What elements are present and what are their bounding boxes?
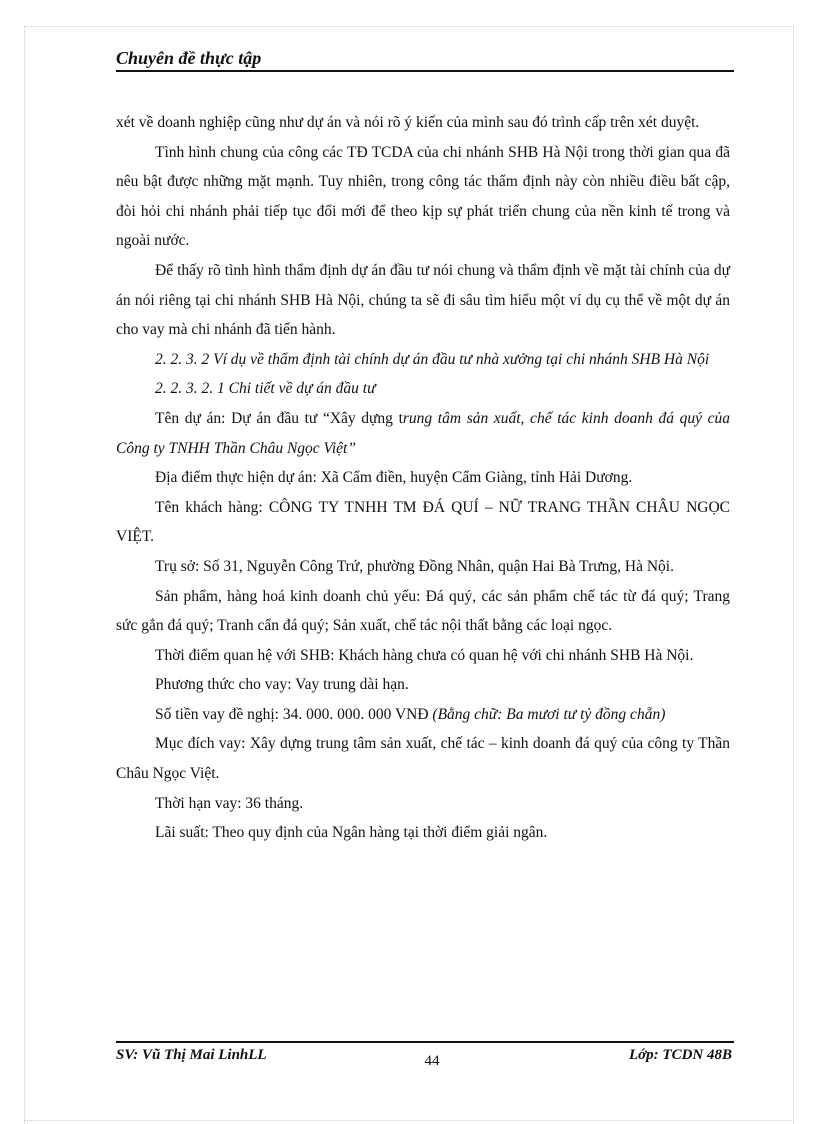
header-title: Chuyên đề thực tập (116, 48, 262, 68)
page-number: 44 (424, 1053, 440, 1069)
loan-amount-label: Số tiền vay đề nghị: 34. 000. 000. 000 VNĐ (155, 705, 433, 723)
paragraph: Địa điểm thực hiện dự án: Xã Cẩm điền, huyện Cẩm Giàng, tỉnh Hải Dương. (155, 469, 633, 487)
footer-class: Lớp: TCDN 48B (628, 1047, 732, 1063)
paragraph: Sản phẩm, hàng hoá kinh doanh chủ yếu: Đá quý, các sản phẩm chế tác từ đá quý; Trang sức gắn đá quý; Tranh cẩn đá quý; Sản xuất, chế tác nội thất bằng các loại ngọc. (116, 587, 730, 635)
loan-amount-words: (Bằng chữ: Ba mươi tư tỷ đồng chẵn) (432, 705, 666, 723)
paragraph: Tình hình chung của công các TĐ TCDA của chi nhánh SHB Hà Nội trong thời gian qua đã nêu bật được những mặt mạnh. Tuy nhiên, trong công tác thẩm định này còn nhiều điều bất cập, đòi hỏi chi nhánh phải tiếp tục đổi mới để theo kịp sự phát triển chung của nền kinh tế trong và ngoài nước. (116, 143, 730, 250)
paragraph: Thời điểm quan hệ với SHB: Khách hàng chưa có quan hệ với chi nhánh SHB Hà Nội. (155, 646, 694, 664)
section-heading: 2. 2. 3. 2 Ví dụ về thẩm định tài chính dự án đầu tư nhà xưởng tại chi nhánh SHB Hà Nội (155, 350, 710, 368)
paragraph: xét về doanh nghiệp cũng như dự án và nói rõ ý kiến của mình sau đó trình cấp trên xét duyệt. (116, 114, 700, 131)
header-divider (116, 70, 734, 72)
footer-student: SV: Vũ Thị Mai LinhLL (116, 1047, 267, 1063)
paragraph: Mục đích vay: Xây dựng trung tâm sản xuất, chế tác – kinh doanh đá quý của công ty Thần Châu Ngọc Việt. (116, 735, 730, 783)
paragraph: Trụ sở: Số 31, Nguyễn Công Trứ, phường Đồng Nhân, quận Hai Bà Trưng, Hà Nội. (155, 557, 674, 575)
paragraph: Lãi suất: Theo quy định của Ngân hàng tại thời điểm giải ngân. (155, 824, 548, 842)
subsection-heading: 2. 2. 3. 2. 1 Chi tiết về dự án đầu tư (155, 380, 376, 398)
project-name-label: Tên dự án: Dự án đầu tư “Xây dựng t (155, 409, 403, 427)
bottom-border (24, 1120, 792, 1121)
paragraph: Thời hạn vay: 36 tháng. (155, 794, 304, 812)
footer-divider (116, 1041, 734, 1043)
paragraph: Phương thức cho vay: Vay trung dài hạn. (155, 676, 409, 694)
project-name-value: rung tâm sản xuất, chế tác kinh doanh đá quý của Công ty TNHH Thần Châu Ngọc Việt” (116, 409, 731, 457)
document-body (116, 108, 730, 848)
paragraph: Để thấy rõ tình hình thẩm định dự án đầu tư nói chung và thẩm định về mặt tài chính của dự án nói riêng tại chi nhánh SHB Hà Nội, chúng ta sẽ đi sâu tìm hiểu một ví dụ cụ thể về một dự án cho vay mà chi nhánh đã tiến hành. (116, 261, 730, 339)
paragraph-loan-amount (116, 700, 730, 730)
paragraph: Tên khách hàng: CÔNG TY TNHH TM ĐÁ QUÍ – NỮ TRANG THẦN CHÂU NGỌC VIỆT. (116, 498, 730, 546)
paragraph-project-name (116, 404, 730, 463)
